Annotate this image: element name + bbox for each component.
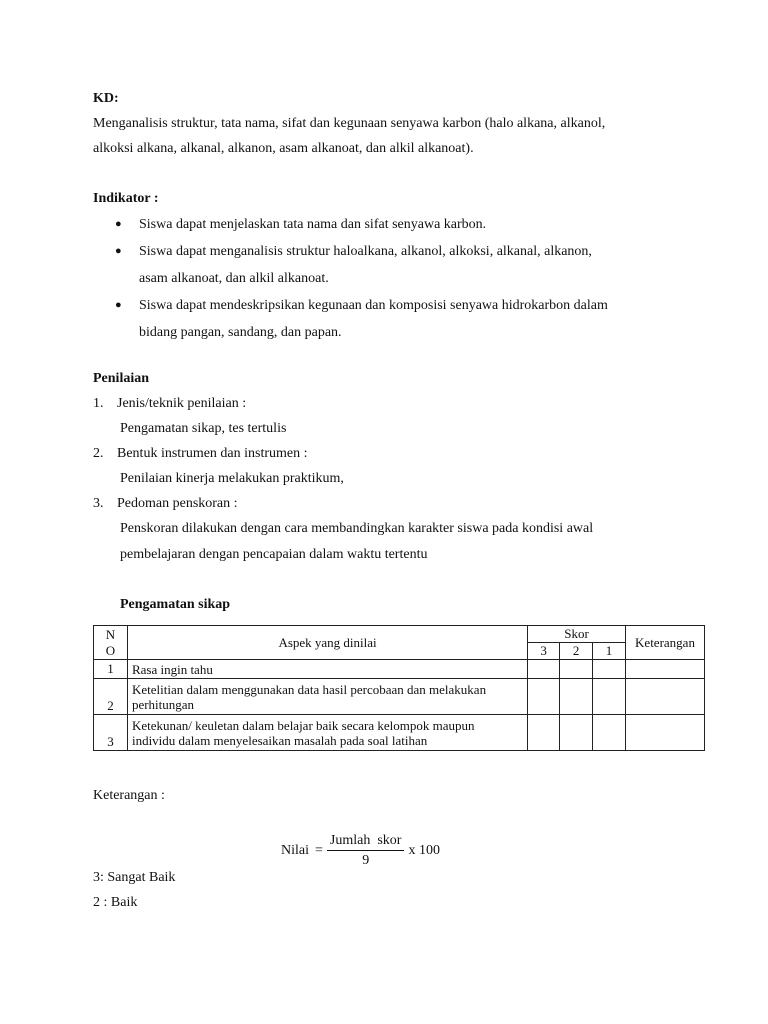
column-header-skor-2: 2 [560, 643, 593, 660]
keterangan-cell [626, 715, 705, 751]
column-header-skor: Skor [528, 626, 626, 643]
aspek-cell: Rasa ingin tahu [127, 660, 527, 679]
row-number: 3 [94, 715, 128, 751]
bullet-icon: ● [115, 299, 122, 311]
pengamatan-sikap-table [93, 625, 705, 751]
aspek-cell: Ketekunan/ keuletan dalam belajar baik secara kelompok maupun individu dalam menyelesaikan masalah pada soal latihan [127, 715, 527, 751]
score-cell [593, 679, 626, 715]
keterangan-heading: Keterangan : [93, 788, 165, 803]
score-cell [560, 660, 593, 679]
formula-equals: = [315, 842, 323, 858]
indikator-item: ● Siswa dapat menganalisis struktur haloalkana, alkanol, alkoksi, alkanal, alkanon, asam alkanoat, dan alkil alkanoat. [93, 238, 675, 292]
formula-numerator: Jumlah skor [327, 832, 405, 851]
row-number: 1 [94, 660, 128, 679]
score-cell [593, 715, 626, 751]
keterangan-cell [626, 660, 705, 679]
row-number: 2 [94, 679, 128, 715]
column-header-skor-1: 1 [593, 643, 626, 660]
penilaian-detail: pembelajaran dengan pencapaian dalam waktu tertentu [120, 547, 428, 562]
document-page [93, 86, 675, 617]
kd-text-line-1: Menganalisis struktur, tata nama, sifat dan kegunaan senyawa karbon (halo alkana, alkanol, [93, 116, 606, 131]
penilaian-detail: Penilaian kinerja melakukan praktikum, [120, 471, 344, 486]
table-row [94, 715, 705, 751]
score-cell [560, 715, 593, 751]
formula-lhs: Nilai [281, 842, 309, 858]
table-row [94, 660, 705, 679]
formula-denominator: 9 [362, 853, 370, 868]
column-header-aspek: Aspek yang dinilai [127, 626, 527, 660]
kd-heading: KD: [93, 91, 119, 106]
penilaian-item: 1. Jenis/teknik penilaian : [93, 396, 247, 411]
bullet-icon: ● [115, 245, 122, 257]
score-cell [528, 660, 560, 679]
indikator-list [93, 211, 675, 346]
kd-text-line-2: alkoksi alkana, alkanal, alkanon, asam alkanoat, dan alkil alkanoat). [93, 141, 474, 156]
indikator-heading: Indikator : [93, 191, 159, 206]
score-cell [528, 715, 560, 751]
score-cell [593, 660, 626, 679]
score-cell [528, 679, 560, 715]
penilaian-item: 2. Bentuk instrumen dan instrumen : [93, 446, 308, 461]
keterangan-cell [626, 679, 705, 715]
nilai-formula [281, 832, 440, 869]
score-cell [560, 679, 593, 715]
score-legend [93, 865, 175, 915]
column-header-no: N O [94, 626, 128, 660]
legend-item: 2 : Baik [93, 895, 138, 910]
formula-fraction [327, 832, 405, 869]
pengamatan-heading: Pengamatan sikap [120, 597, 231, 612]
penilaian-detail: Pengamatan sikap, tes tertulis [120, 421, 287, 436]
penilaian-item: 3. Pedoman penskoran : [93, 496, 238, 511]
aspek-cell: Ketelitian dalam menggunakan data hasil percobaan dan melakukan perhitungan [127, 679, 527, 715]
column-header-skor-3: 3 [528, 643, 560, 660]
formula-multiplier: x 100 [408, 842, 440, 858]
table-row [94, 679, 705, 715]
penilaian-detail: Penskoran dilakukan dengan cara membandingkan karakter siswa pada kondisi awal [120, 521, 594, 536]
column-header-keterangan: Keterangan [626, 626, 705, 660]
indikator-item: ● Siswa dapat mendeskripsikan kegunaan dan komposisi senyawa hidrokarbon dalam bidang pangan, sandang, dan papan. [93, 292, 675, 346]
indikator-item: ● Siswa dapat menjelaskan tata nama dan sifat senyawa karbon. [93, 211, 675, 238]
penilaian-heading: Penilaian [93, 371, 150, 386]
legend-item: 3: Sangat Baik [93, 870, 176, 885]
bullet-icon: ● [115, 218, 122, 230]
